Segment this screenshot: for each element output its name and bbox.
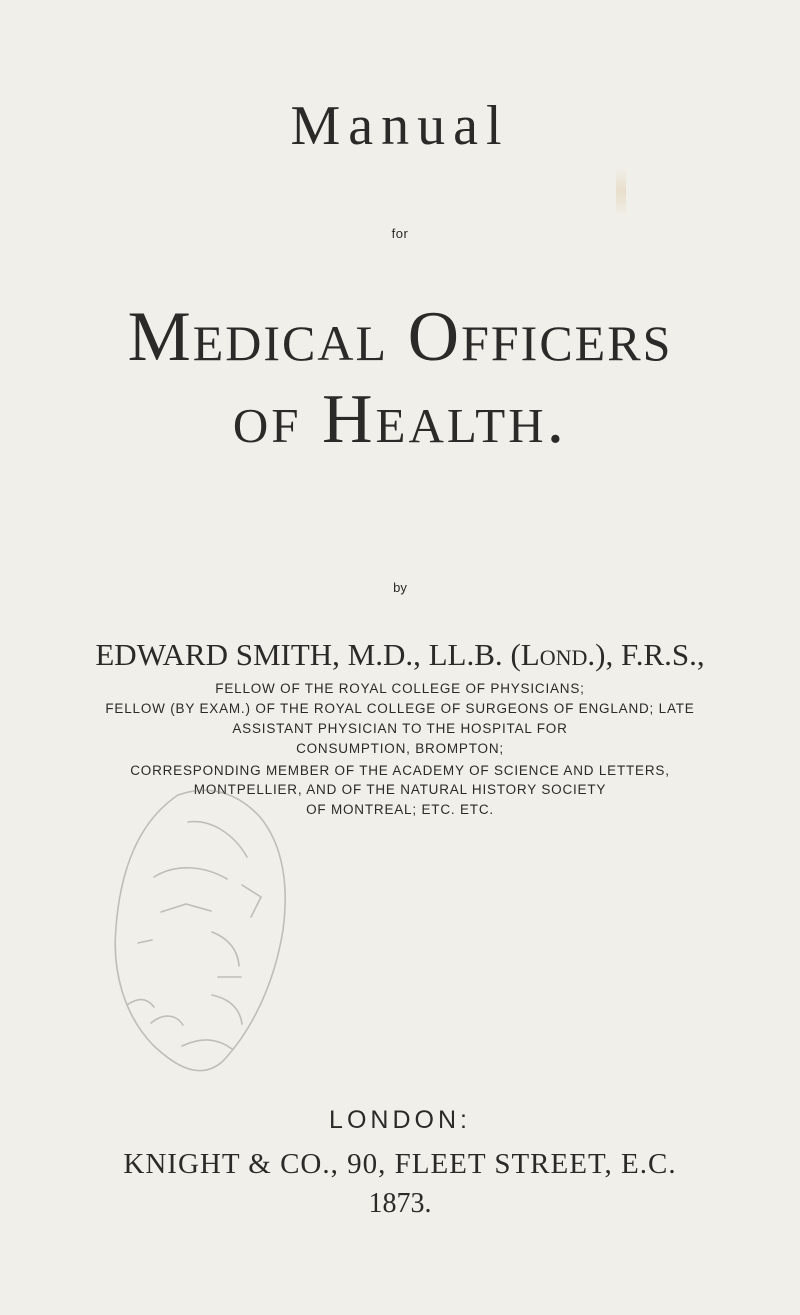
imprint-year: 1873. [368,1188,432,1219]
credential-line: MONTPELLIER, AND OF THE NATURAL HISTORY SOCIETY [193,782,607,797]
credential-line: OF MONTREAL; ETC. ETC. [306,802,494,817]
by-label: by [393,580,407,595]
author-small-caps: (Lond.) [510,637,606,672]
author-suffix: , F.R.S., [605,637,705,672]
title-manual: Manual [290,95,510,157]
author-name [0,639,800,670]
library-stamp-icon [100,775,310,1080]
title-of-health: of Health. [232,381,568,458]
title-for: for [391,226,409,241]
credential-line: FELLOW OF THE ROYAL COLLEGE OF PHYSICIANS; [215,681,585,696]
imprint-place: LONDON: [329,1106,471,1134]
author-main: EDWARD SMITH, M.D., LL.B. [95,637,503,672]
imprint-publisher: KNIGHT & CO., 90, FLEET STREET, E.C. [123,1148,677,1180]
paper-stain [616,168,626,216]
credential-line: CONSUMPTION, BROMPTON; [296,741,504,756]
credential-line: CORRESPONDING MEMBER OF THE ACADEMY OF SCIENCE AND LETTERS, [130,763,670,778]
credential-line: FELLOW (BY EXAM.) OF THE ROYAL COLLEGE OF SURGEONS OF ENGLAND; LATE [105,701,695,716]
title-medical-officers: Medical Officers [127,298,673,376]
credential-line: ASSISTANT PHYSICIAN TO THE HOSPITAL FOR [232,721,568,736]
